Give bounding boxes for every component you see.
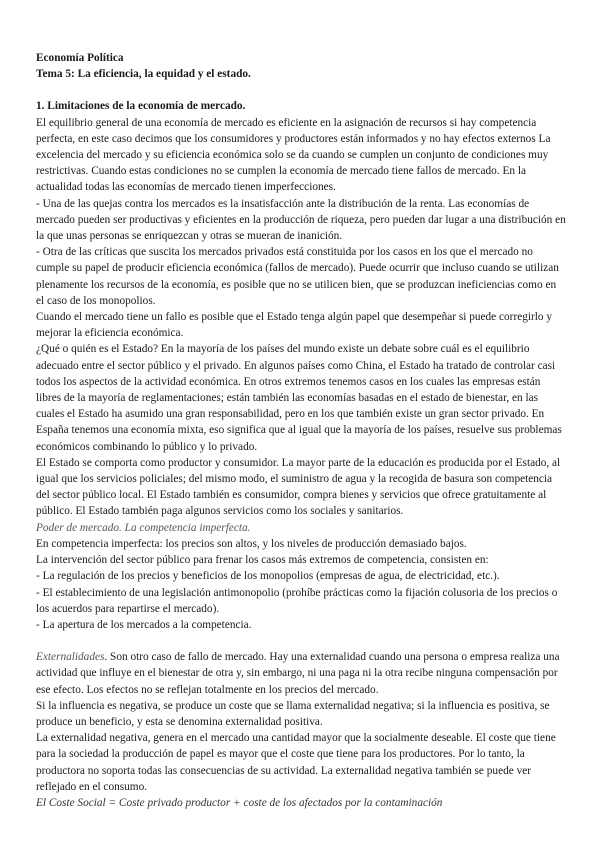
externalities-term: Externalidades	[36, 651, 105, 664]
paragraph: La externalidad negativa, genera en el mercado una cantidad mayor que la socialmente deseable. El coste que tiene para la sociedad la producción de papel es mayor que el coste que tiene para los productores. Por lo tanto, la productora no soporta todas las consecuencias de su actividad. La externalidad negativa también se puede ver reflejado en el consumo.	[36, 732, 556, 793]
paragraph: La intervención del sector público para frenar los casos más extremos de competencia, consisten en:	[36, 554, 489, 567]
paragraph: El Estado se comporta como productor y consumidor. La mayor parte de la educación es producida por el Estado, al igual que los servicios policiales; del mismo modo, el suministro de agua y la recogida de basura son competencia del sector público local. El Estado también es consumidor, compra bienes y servicios que ofrece gratuitamente al público. El Estado también paga algunos servicios como los sociales y sanitarios.	[36, 456, 561, 518]
list-item: - La regulación de los precios y beneficios de los monopolios (empresas de agua, de electricidad, etc.).	[36, 570, 500, 583]
spacer	[36, 82, 566, 98]
paragraph: - Otra de las críticas que suscita los mercados privados está constituida por los casos en los que el mercado no cumple su papel de producir eficiencia económica (fallos de mercado). Puede ocurrir que incluso cuando se utilizan plenamente los recursos de la economía, es posible que no se utilicen bien, que se produzcan ineficiencias como en el caso de los monopolios.	[36, 246, 559, 307]
paragraph: - Una de las quejas contra los mercados es la insatisfacción ante la distribución de la renta. Las economías de mercado pueden ser productivas y eficientes en la producción de riqueza, pero pueden dar lugar a una distribución en la que unas personas se enriquezcan y otras se mueran de inanición.	[36, 197, 566, 243]
paragraph: Si la influencia es negativa, se produce un coste que se llama externalidad negativa; si la influencia es positiva, se produce un beneficio, y esta se denomina externalidad positiva.	[36, 699, 550, 728]
paragraph: El equilibrio general de una economía de mercado es eficiente en la asignación de recursos si hay competencia perfecta, en este caso decimos que los consumidores y productores están informados y no hay efectos externos La excelencia del mercado y su eficiencia económica solo se da cuando se cumplen un conjunto de condiciones muy restrictivas. Cuando estas condiciones no se cumplen la economía de mercado tiene fallos de mercado. En la actualidad todas las economías de mercado tienen imperfecciones.	[36, 116, 551, 194]
paragraph: En competencia imperfecta: los precios son altos, y los niveles de producción demasiado bajos.	[36, 537, 467, 550]
paragraph	[36, 649, 566, 698]
paragraph: Cuando el mercado tiene un fallo es posible que el Estado tenga algún papel que desempeñar si puede corregirlo y mejorar la eficiencia económica.	[36, 311, 553, 340]
subsection-heading: Poder de mercado. La competencia imperfecta.	[36, 521, 251, 534]
topic-title: Tema 5: La eficiencia, la equidad y el estado.	[36, 68, 251, 81]
list-item: - El establecimiento de una legislación antimonopolio (prohíbe prácticas como la fijación colusoria de los precios o los acuerdos para repartirse el mercado).	[36, 586, 558, 615]
paragraph: ¿Qué o quién es el Estado? En la mayoría de los países del mundo existe un debate sobre cuál es el equilibrio adecuado entre el sector público y el privado. En algunos países como China, el Estado ha tratado de controlar casi todos los aspectos de la actividad económica. En otros extremos tenemos casos en los cuales las empresas están libres de la mayoría de reglamentaciones; están también las economías basadas en el estado de bienestar, en las cuales el Estado ha asumido una gran responsabilidad, pero en los que también existe un gran sector privado. En España tenemos una economía mixta, eso significa que al igual que la mayoría de los países, resuelve sus problemas económicos combinando lo público y lo privado.	[36, 343, 562, 453]
course-title: Economía Política	[36, 52, 124, 64]
spacer	[36, 633, 566, 649]
document-page	[36, 50, 566, 811]
formula: El Coste Social = Coste privado productor + coste de los afectados por la contaminación	[36, 796, 443, 809]
externalities-intro: . Son otro caso de fallo de mercado. Hay una externalidad cuando una persona o empresa realiza una actividad que influye en el bienestar de otra y, sin embargo, ni una paga ni la otra recibe ninguna compensación por ese efecto. Los efectos no se reflejan totalmente en los precios del mercado.	[36, 651, 560, 696]
section-heading: 1. Limitaciones de la economía de mercado.	[36, 100, 246, 113]
list-item: - La apertura de los mercados a la competencia.	[36, 618, 252, 631]
